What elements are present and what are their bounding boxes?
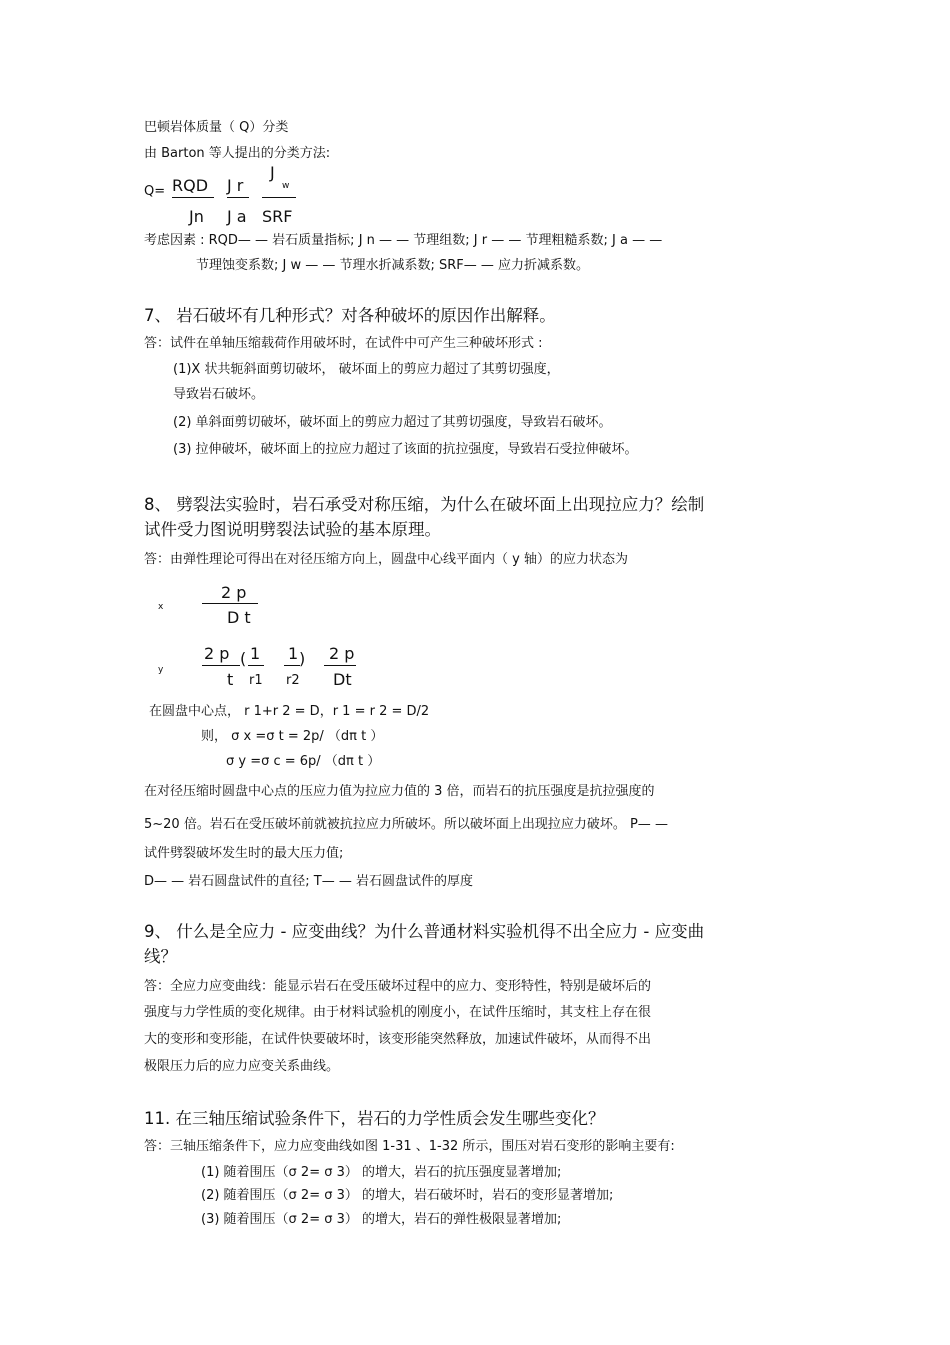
sigma-y-den1: t: [227, 670, 234, 689]
formula-rqd: RQD: [172, 176, 209, 195]
q7-item1-line2: 导致岩石破坏。: [173, 387, 265, 402]
q8-para1: 在对径压缩时圆盘中心点的压应力值为拉应力值的 3 倍，而岩石的抗压强度是抗拉强度的: [144, 784, 655, 799]
q9-line4: 极限压力后的应力应变关系曲线。: [144, 1059, 340, 1074]
formula-jr: J r: [227, 176, 244, 195]
barton-factors-line2: 节理蚀变系数; J w — — 节理水折减系数; SRF— — 应力折减系数。: [196, 258, 590, 273]
formula-bar-1: [172, 197, 214, 198]
q11-heading: 11. 在三轴压缩试验条件下，岩石的力学性质会发生哪些变化？: [144, 1109, 605, 1128]
q7-heading: 7、 岩石破坏有几种形式？对各种破坏的原因作出解释。: [144, 306, 556, 325]
q8-para4: D— — 岩石圆盘试件的直径; T— — 岩石圆盘试件的厚度: [144, 874, 473, 889]
q7-item3: (3) 拉伸破坏，破坏面上的拉应力超过了该面的抗拉强度，导致岩石受拉伸破坏。: [173, 442, 638, 457]
q11-answer-intro: 答：三轴压缩条件下，应力应变曲线如图 1-31 、1-32 所示，围压对岩石变形的影响主要有:: [144, 1139, 675, 1154]
q11-item2: (2) 随着围压（σ 2= σ 3） 的增大，岩石破坏时，岩石的变形显著增加;: [201, 1188, 614, 1203]
barton-title: 巴顿岩体质量（ Q）分类: [144, 120, 289, 135]
formula-bar-2: [227, 197, 249, 198]
q9-line1: 答：全应力应变曲线：能显示岩石在受压破坏过程中的应力、变形特性，特别是破坏后的: [144, 979, 652, 994]
q7-item2: (2) 单斜面剪切破坏，破坏面上的剪应力超过了其剪切强度，导致岩石破坏。: [173, 415, 612, 430]
sigma-y-num4: 2 p: [329, 644, 355, 663]
q8-para2: 5~20 倍。岩石在受压破坏前就被抗拉应力所破坏。所以破坏面上出现拉应力破坏。 P— —: [144, 817, 668, 832]
q9-heading-line2: 线？: [144, 947, 177, 966]
sigma-y-bar4: [324, 665, 356, 666]
formula-jn: Jn: [189, 207, 204, 226]
sigma-x-label: x: [158, 602, 164, 612]
sigma-y-bar3: [284, 665, 300, 666]
q8-sigma-y-line: σ y =σ c = 6p/ （dπ t ）: [226, 754, 381, 769]
formula-bar-3: [262, 197, 296, 198]
formula-jw: J: [270, 163, 275, 182]
sigma-y-label: y: [158, 665, 164, 675]
formula-jw-sub: w: [282, 181, 290, 191]
q8-answer-intro: 答：由弹性理论可得出在对径压缩方向上，圆盘中心线平面内（ y 轴）的应力状态为: [144, 552, 628, 567]
q11-item1: (1) 随着围压（σ 2= σ 3） 的增大，岩石的抗压强度显著增加;: [201, 1165, 562, 1180]
q9-line3: 大的变形和变形能，在试件快要破坏时，该变形能突然释放，加速试件破坏，从而得不出: [144, 1032, 652, 1047]
formula-lhs: Q=: [144, 184, 166, 199]
barton-factors-line1: 考虑因素 : RQD— — 岩石质量指标; J n — — 节理组数; J r — — 节理粗糙系数; J a — —: [144, 233, 663, 248]
q11-item3: (3) 随着围压（σ 2= σ 3） 的增大，岩石的弹性极限显著增加;: [201, 1212, 562, 1227]
sigma-y-num3: 1: [288, 644, 299, 663]
q9-heading-line1: 9、 什么是全应力 - 应变曲线？为什么普通材料实验机得不出全应力 - 应变曲: [144, 922, 705, 941]
sigma-y-num1: 2 p: [204, 644, 230, 663]
q8-para3: 试件劈裂破坏发生时的最大压力值;: [144, 846, 344, 861]
sigma-x-numerator: 2 p: [221, 583, 247, 602]
q8-then-line: 则， σ x =σ t = 2p/ （dπ t ）: [201, 729, 384, 744]
sigma-y-den4: Dt: [333, 670, 352, 689]
sigma-x-denominator: D t: [227, 608, 251, 627]
formula-ja: J a: [227, 207, 247, 226]
q8-heading-line2: 试件受力图说明劈裂法试验的基本原理。: [144, 520, 441, 539]
sigma-y-bar2: [248, 665, 264, 666]
sigma-y-paren-close: ): [299, 649, 306, 668]
sigma-y-paren-open: (: [240, 649, 247, 668]
q9-line2: 强度与力学性质的变化规律。由于材料试验机的刚度小，在试件压缩时，其支柱上存在很: [144, 1005, 652, 1020]
sigma-y-num2: 1: [250, 644, 261, 663]
barton-intro: 由 Barton 等人提出的分类方法:: [144, 146, 331, 161]
sigma-x-bar: [202, 603, 258, 604]
q7-item1-line1: (1)X 状共轭斜面剪切破坏， 破坏面上的剪应力超过了其剪切强度，: [173, 362, 560, 377]
formula-srf: SRF: [262, 207, 293, 226]
sigma-y-den2: r1: [249, 673, 263, 688]
sigma-y-den3: r2: [286, 673, 300, 688]
sigma-y-bar1: [202, 665, 240, 666]
q8-heading-line1: 8、 劈裂法实验时，岩石承受对称压缩，为什么在破坏面上出现拉应力？绘制: [144, 495, 705, 514]
q8-center-line: 在圆盘中心点， r 1+r 2 = D，r 1 = r 2 = D/2: [149, 704, 430, 719]
q7-answer-intro: 答：试件在单轴压缩载荷作用破坏时，在试件中可产生三种破坏形式 :: [144, 336, 543, 351]
